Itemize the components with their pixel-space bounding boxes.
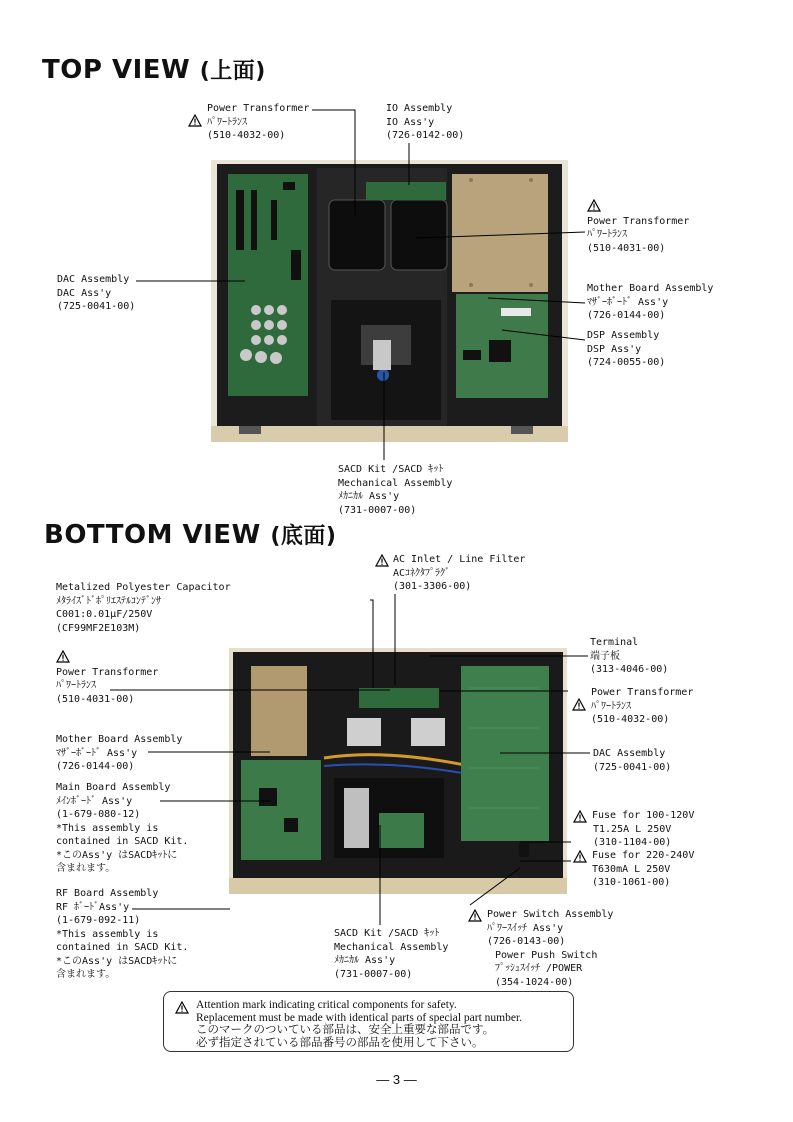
label-line: (726-0144-00) xyxy=(587,310,666,321)
label-line: ﾊﾟﾜｰﾄﾗﾝｽ xyxy=(587,229,627,240)
label-line: C001:0.01μF/250V xyxy=(56,609,153,620)
label-top-dsp-assembly xyxy=(587,329,665,370)
label-bottom-ac-inlet xyxy=(375,553,525,594)
label-line: Power Transformer xyxy=(591,687,694,698)
label-line: DSP Assembly xyxy=(587,330,660,341)
label-line: (301-3306-00) xyxy=(393,581,472,592)
bottom-view-photo xyxy=(229,648,567,894)
label-line: (725-0041-00) xyxy=(57,301,136,312)
label-line: Power Push Switch xyxy=(495,949,598,961)
label-top-dac-assembly xyxy=(57,273,135,314)
label-line: (726-0143-00) xyxy=(487,936,566,947)
notice-line: Replacement must be made with identical parts of special part number. xyxy=(196,1011,523,1024)
label-line: ACｺﾈｸﾀﾌﾟﾗｸﾞ xyxy=(393,567,451,579)
label-line: Mother Board Assembly xyxy=(587,283,714,294)
bottom-view-title-jp: (底面) xyxy=(270,524,337,549)
label-line: ﾊﾟﾜｰﾄﾗﾝｽ xyxy=(591,700,631,712)
label-line: (CF99MF2E103M) xyxy=(56,622,141,634)
label-line: T1.25A L 250V xyxy=(593,823,672,835)
top-view-photo xyxy=(211,160,568,442)
warning-triangle-icon xyxy=(572,698,586,711)
label-line: (510-4031-00) xyxy=(56,693,135,705)
label-line: 含まれます。 xyxy=(56,969,116,980)
label-line: (310-1104-00) xyxy=(593,837,672,848)
label-top-sacd-kit xyxy=(338,463,452,517)
label-line: *This assembly is xyxy=(56,928,159,940)
label-line: ﾒｶﾆｶﾙ Ass'y xyxy=(338,491,400,502)
label-line: Metalized Polyester Capacitor xyxy=(56,582,231,593)
label-top-power-transformer-right xyxy=(587,199,689,255)
warning-triangle-icon xyxy=(188,114,202,127)
label-line: Mechanical Assembly xyxy=(338,477,453,489)
label-line: Main Board Assembly xyxy=(56,782,171,793)
label-line: *This assembly is xyxy=(56,822,159,834)
label-line: (510-4032-00) xyxy=(591,714,670,725)
label-line: DSP Ass'y xyxy=(587,343,642,355)
label-line: (726-0142-00) xyxy=(386,130,465,141)
top-view-title: TOP VIEW xyxy=(42,55,191,85)
warning-triangle-icon xyxy=(375,554,389,567)
label-line: AC Inlet / Line Filter xyxy=(393,554,526,565)
label-bottom-rf-board xyxy=(56,887,188,982)
label-line: ﾏｻﾞｰﾎﾞｰﾄﾞ Ass'y xyxy=(56,747,138,759)
label-bottom-fuse-220-240 xyxy=(573,849,694,890)
label-line: Power Switch Assembly xyxy=(487,909,614,920)
label-bottom-sacd-kit xyxy=(334,927,448,981)
label-line: RF Board Assembly xyxy=(56,888,159,899)
label-line: Mechanical Assembly xyxy=(334,941,449,953)
notice-line: 必ず指定されている部品番号の部品を使用して下さい。 xyxy=(196,1036,484,1049)
label-line: contained in SACD Kit. xyxy=(56,836,189,847)
label-bottom-mother-board xyxy=(56,733,182,774)
bottom-view-heading xyxy=(44,519,336,550)
label-line: Mother Board Assembly xyxy=(56,734,183,745)
label-line: Terminal xyxy=(590,637,639,648)
label-bottom-dac-assembly xyxy=(593,747,671,774)
label-line: ﾒｲﾝﾎﾞｰﾄﾞ Ass'y xyxy=(56,795,133,807)
label-bottom-terminal xyxy=(590,636,668,677)
label-line: *このAss'y はSACDｷｯﾄに xyxy=(56,849,178,861)
label-line: SACD Kit /SACD ｷｯﾄ xyxy=(334,928,440,939)
label-line: (725-0041-00) xyxy=(593,761,672,773)
warning-triangle-icon xyxy=(573,850,587,863)
label-line: (313-4046-00) xyxy=(590,664,669,675)
page-number: — 3 — xyxy=(376,1072,417,1087)
warning-triangle-icon xyxy=(175,1001,189,1018)
label-line: DAC Assembly xyxy=(57,274,130,285)
label-line: ﾒﾀﾗｲｽﾞﾄﾞﾎﾟﾘｴｽﾃﾙｺﾝﾃﾞﾝｻ xyxy=(56,595,161,607)
label-line: 端子板 xyxy=(590,650,620,662)
label-bottom-fuse-100-120 xyxy=(573,809,694,850)
label-line: (310-1061-00) xyxy=(592,877,671,888)
label-line: (726-0144-00) xyxy=(56,761,135,772)
label-bottom-power-transformer-right xyxy=(572,686,693,727)
label-line: DAC Assembly xyxy=(593,748,666,759)
label-line: Fuse for 220-240V xyxy=(592,850,695,861)
safety-notice-box xyxy=(163,991,574,1052)
label-line: (731-0007-00) xyxy=(334,968,413,980)
warning-triangle-icon xyxy=(573,810,587,823)
label-line: ﾊﾟﾜｰﾄﾗﾝｽ xyxy=(56,680,96,691)
notice-line: このマークのついている部品は、安全上重要な部品です。 xyxy=(196,1024,495,1036)
label-line: *このAss'y はSACDｷｯﾄに xyxy=(56,955,178,967)
label-line: (354-1024-00) xyxy=(495,976,574,988)
label-line: Power Transformer xyxy=(56,666,159,678)
label-line: (724-0055-00) xyxy=(587,357,666,368)
label-line: ﾏｻﾞｰﾎﾞｰﾄﾞ Ass'y xyxy=(587,296,669,308)
label-line: RF ﾎﾞｰﾄﾞAss'y xyxy=(56,901,130,913)
label-line: Power Transformer xyxy=(207,103,310,114)
bottom-view-title: BOTTOM VIEW xyxy=(44,520,261,550)
label-bottom-main-board xyxy=(56,781,188,876)
label-line: (1-679-092-11) xyxy=(56,915,141,926)
label-line: (510-4032-00) xyxy=(207,130,286,141)
label-bottom-capacitor xyxy=(56,581,231,635)
label-line: contained in SACD Kit. xyxy=(56,942,189,953)
label-line: ﾌﾟｯｼｭｽｲｯﾁ /POWER xyxy=(495,963,583,974)
label-line: DAC Ass'y xyxy=(57,287,112,299)
label-top-io-assembly xyxy=(386,102,464,143)
label-line: (1-679-080-12) xyxy=(56,809,141,820)
warning-triangle-icon xyxy=(468,909,482,922)
label-line: T630mA L 250V xyxy=(592,863,671,875)
top-view-heading xyxy=(42,54,266,85)
warning-triangle-icon xyxy=(587,199,601,212)
label-line: ﾊﾟﾜｰｽｲｯﾁ Ass'y xyxy=(487,922,564,934)
label-line: Power Transformer xyxy=(587,215,690,227)
label-bottom-power-switch xyxy=(468,908,613,989)
label-line: IO Ass'y xyxy=(386,116,435,128)
label-line: ﾒｶﾆｶﾙ Ass'y xyxy=(334,955,396,966)
label-line: (510-4031-00) xyxy=(587,242,666,254)
label-line: IO Assembly xyxy=(386,103,453,114)
label-top-mother-board xyxy=(587,282,713,323)
label-line: ﾊﾟﾜｰﾄﾗﾝｽ xyxy=(207,116,247,128)
label-top-power-transformer-left xyxy=(188,102,309,143)
label-line: 含まれます。 xyxy=(56,863,116,874)
label-bottom-power-transformer-left xyxy=(56,650,158,706)
notice-line: Attention mark indicating critical components for safety. xyxy=(196,999,457,1011)
label-line: Fuse for 100-120V xyxy=(592,810,695,821)
label-line: (731-0007-00) xyxy=(338,504,417,516)
warning-triangle-icon xyxy=(56,650,70,663)
top-view-title-jp: (上面) xyxy=(199,59,266,84)
label-line: SACD Kit /SACD ｷｯﾄ xyxy=(338,464,444,475)
